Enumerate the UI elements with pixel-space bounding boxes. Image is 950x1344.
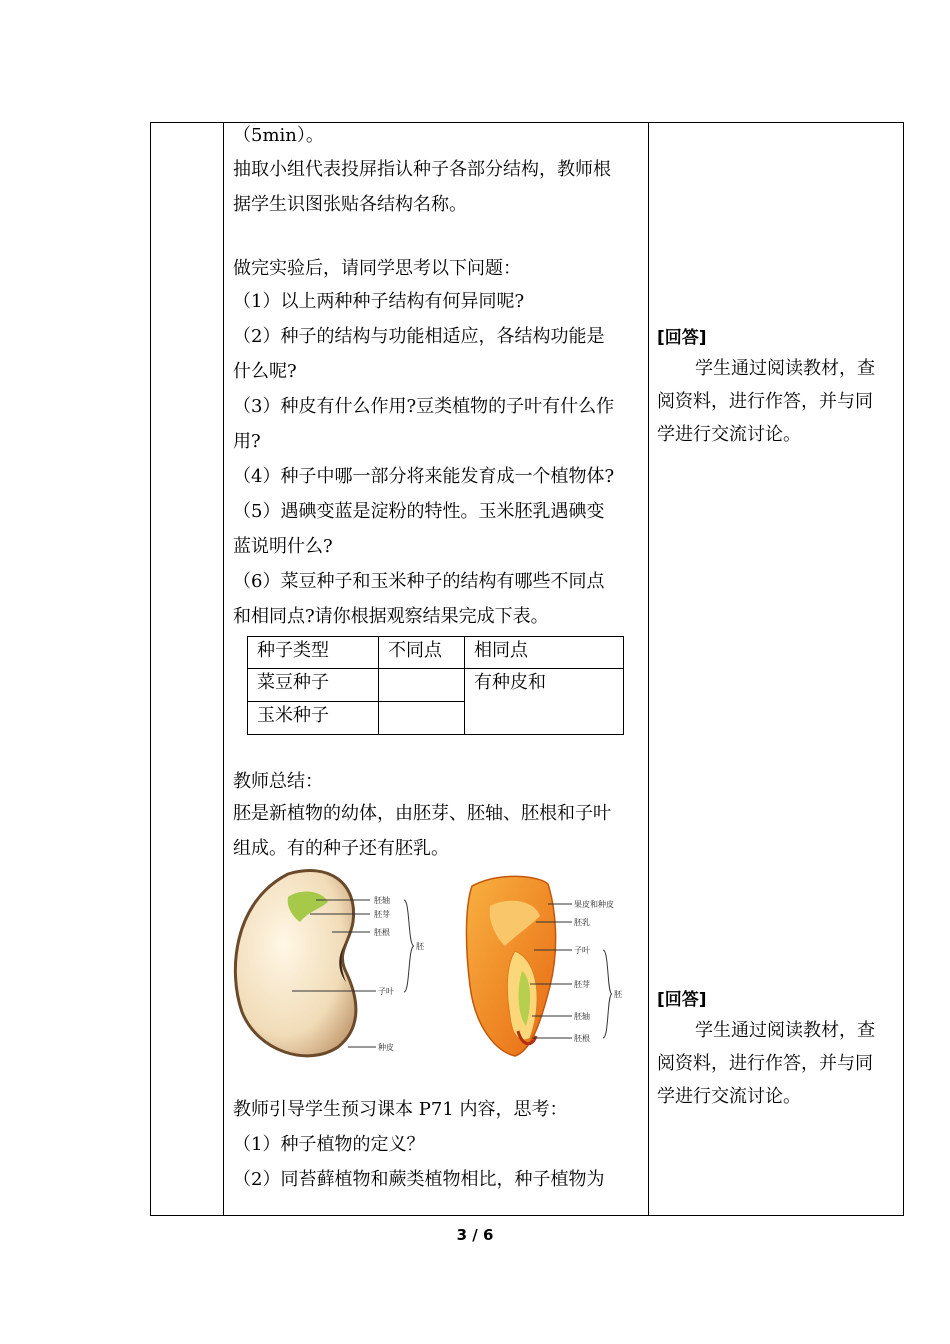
answer-heading-2: [回答] bbox=[657, 990, 707, 1010]
text-line: 学生通过阅读教材，查 bbox=[695, 1020, 875, 1041]
question-5: （5）遇碘变蓝是淀粉的特性。玉米胚乳遇碘变 bbox=[233, 501, 605, 522]
question-6: （6）菜豆种子和玉米种子的结构有哪些不同点 bbox=[233, 571, 605, 592]
question-4: （4）种子中哪一部分将来能发育成一个植物体? bbox=[233, 466, 615, 487]
guide-question-2: （2）同苔藓植物和蕨类植物相比，种子植物为 bbox=[233, 1169, 605, 1190]
text-line: 学进行交流讨论。 bbox=[657, 1086, 801, 1107]
header-difference: 不同点 bbox=[388, 640, 442, 661]
summary-body bbox=[233, 796, 643, 866]
column-divider-1 bbox=[223, 122, 224, 1216]
question-6-cont: 和相同点?请你根据观察结果完成下表。 bbox=[233, 606, 549, 627]
text-line: 抽取小组代表投屏指认种子各部分结构，教师根 bbox=[233, 159, 611, 180]
thinking-intro: 做完实验后，请同学思考以下问题： bbox=[233, 258, 521, 279]
header-seed-type: 种子类型 bbox=[257, 640, 329, 661]
summary-title: 教师总结： bbox=[233, 771, 323, 792]
corn-label-peel: 果皮和种皮 bbox=[574, 900, 614, 909]
corn-label-embryo: 胚 bbox=[614, 990, 622, 999]
column-divider-2 bbox=[648, 122, 649, 1216]
row-bean-type: 菜豆种子 bbox=[257, 672, 329, 693]
bean-label-root: 胚根 bbox=[374, 928, 390, 937]
question-3-cont: 用? bbox=[233, 431, 261, 452]
question-1: （1）以上两种种子结构有何异同呢? bbox=[233, 291, 525, 312]
corn-seed-diagram bbox=[460, 866, 640, 1061]
paragraph-display bbox=[233, 152, 643, 222]
answer-body-1 bbox=[657, 352, 897, 451]
text-line: 学生通过阅读教材，查 bbox=[695, 358, 875, 379]
question-5-cont: 蓝说明什么? bbox=[233, 536, 333, 557]
answer-heading-1: [回答] bbox=[657, 328, 707, 348]
text-line: 组成。有的种子还有胚乳。 bbox=[233, 838, 449, 859]
corn-label-endosperm: 胚乳 bbox=[574, 918, 590, 927]
guide-intro: 教师引导学生预习课本 P71 内容，思考： bbox=[233, 1099, 568, 1120]
text-line: 胚是新植物的幼体，由胚芽、胚轴、胚根和子叶 bbox=[233, 803, 611, 824]
duration-note: （5min）。 bbox=[233, 125, 324, 146]
question-3: （3）种皮有什么作用?豆类植物的子叶有什么作 bbox=[233, 396, 615, 417]
text-line: 据学生识图张贴各结构名称。 bbox=[233, 194, 467, 215]
corn-label-root: 胚根 bbox=[574, 1034, 590, 1043]
guide-question-1: （1）种子植物的定义？ bbox=[233, 1134, 425, 1155]
page-number: 3 / 6 bbox=[456, 1226, 494, 1244]
row-same-cell: 有种皮和 bbox=[474, 672, 546, 693]
corn-label-bud: 胚芽 bbox=[574, 980, 590, 989]
bean-label-coat: 种皮 bbox=[378, 1043, 394, 1052]
bean-label-axis: 胚轴 bbox=[374, 896, 390, 905]
answer-body-2 bbox=[657, 1014, 897, 1113]
text-line: 学进行交流讨论。 bbox=[657, 424, 801, 445]
text-line: 阅资料，进行作答，并与同 bbox=[657, 391, 873, 412]
question-2: （2）种子的结构与功能相适应，各结构功能是 bbox=[233, 326, 605, 347]
text-line: 阅资料，进行作答，并与同 bbox=[657, 1053, 873, 1074]
bean-label-embryo: 胚 bbox=[416, 942, 424, 951]
row-corn-type: 玉米种子 bbox=[257, 705, 329, 726]
question-list bbox=[233, 284, 643, 634]
question-2-cont: 什么呢? bbox=[233, 361, 297, 382]
corn-label-axis: 胚轴 bbox=[574, 1012, 590, 1021]
bean-label-bud: 胚芽 bbox=[374, 910, 390, 919]
bean-label-cotyledon: 子叶 bbox=[378, 987, 394, 996]
seed-comparison-table bbox=[247, 636, 624, 735]
header-similarity: 相同点 bbox=[474, 640, 528, 661]
bean-seed-diagram bbox=[228, 862, 428, 1062]
corn-label-cotyledon: 子叶 bbox=[574, 946, 590, 955]
